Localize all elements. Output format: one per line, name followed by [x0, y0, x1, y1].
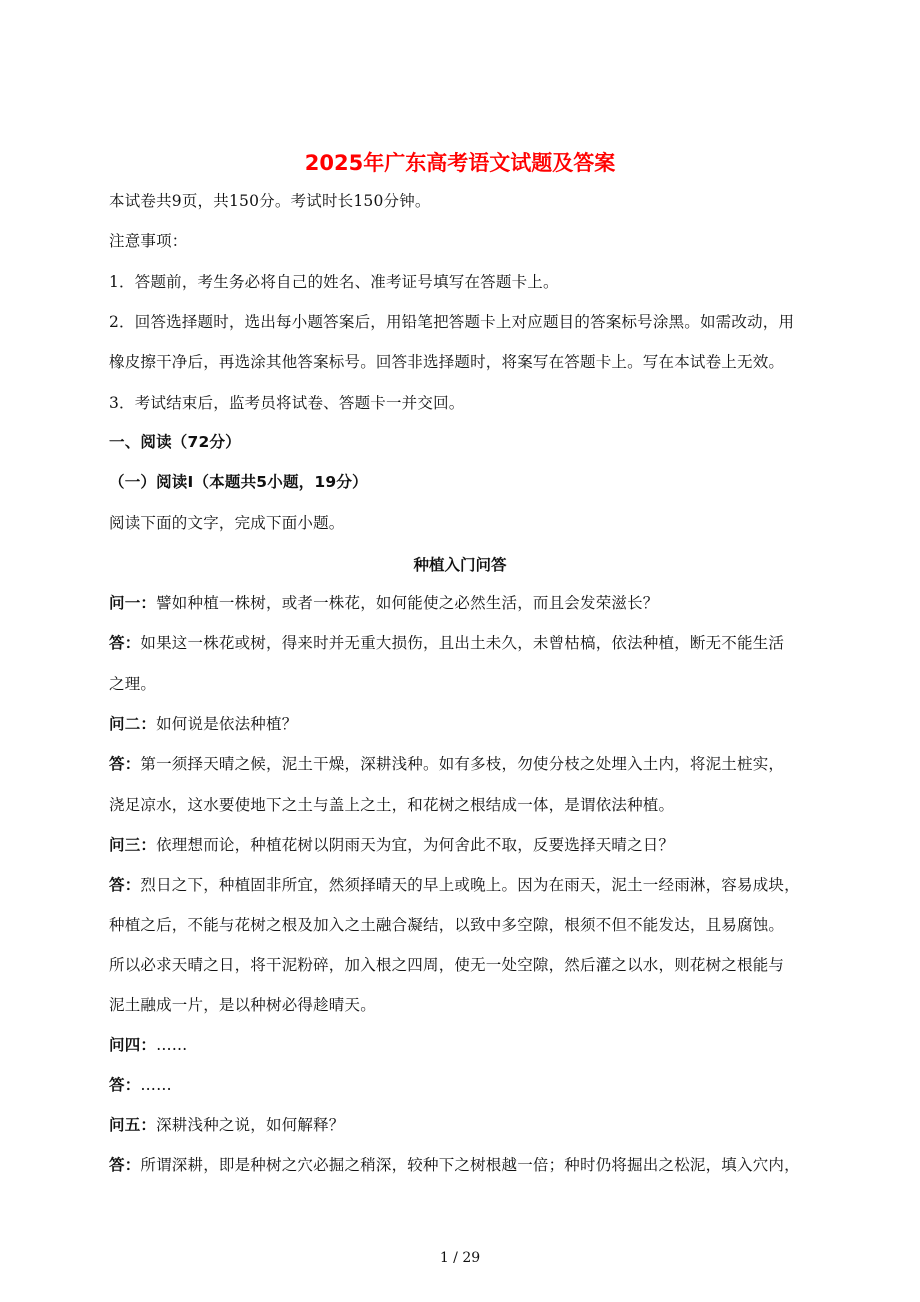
question-label: 问三： — [109, 836, 157, 854]
answer-text: 所谓深耕，即是种树之穴必掘之稍深，较种下之树根越一倍；种时仍将掘出之松泥，填入穴内， — [140, 1156, 800, 1174]
question-2 — [109, 714, 297, 734]
answer-text: 如果这一株花或树，得来时并无重大损伤，且出土未久，未曾枯槁，依法种植，断无不能生活 — [140, 634, 785, 652]
reading-instruction: 阅读下面的文字，完成下面小题。 — [109, 514, 345, 532]
notice-item-3: 3．考试结束后，监考员将试卷、答题卡一并交回。 — [109, 394, 465, 412]
answer-label: 答： — [109, 755, 141, 773]
question-4 — [109, 1035, 188, 1055]
question-label: 问四： — [109, 1036, 157, 1054]
answer-label: 答： — [109, 634, 141, 652]
answer-3-line-4: 泥土融成一片，是以种树必得趁晴天。 — [109, 996, 376, 1014]
intro-text: 本试卷共9页，共150分。考试时长150分钟。 — [109, 192, 431, 210]
question-text: 如何说是依法种植？ — [156, 715, 298, 733]
question-text: …… — [156, 1036, 188, 1054]
question-text: 譬如种植一株树，或者一株花，如何能使之必然生活，而且会发荣滋长？ — [156, 594, 659, 612]
subsection-heading: （一）阅读Ⅰ（本题共5小题，19分） — [109, 473, 368, 491]
answer-text: 第一须择天晴之候，泥土干燥，深耕浅种。如有多枝，勿使分枝之处埋入土内，将泥土桩实， — [140, 755, 785, 773]
answer-label: 答： — [109, 1156, 141, 1174]
notice-heading: 注意事项： — [109, 232, 188, 250]
answer-2-line-1 — [109, 754, 784, 774]
notice-item-2-line-2: 橡皮擦干净后，再选涂其他答案标号。回答非选择题时，将案写在答题卡上。写在本试卷上无效。 — [109, 353, 785, 371]
answer-3-line-2: 种植之后，不能与花树之根及加入之土融合凝结，以致中多空隙，根须不但不能发达，且易腐蚀。 — [109, 916, 785, 934]
answer-3-line-3: 所以必求天晴之日，将干泥粉碎，加入根之四周，使无一处空隙，然后灌之以水，则花树之根能与 — [109, 956, 785, 974]
page-number: 1 / 29 — [439, 1250, 481, 1266]
question-1 — [109, 593, 659, 613]
answer-label: 答： — [109, 876, 141, 894]
answer-1-line-1 — [109, 633, 784, 653]
answer-3-line-1 — [109, 875, 800, 895]
question-text: 深耕浅种之说，如何解释？ — [156, 1116, 345, 1134]
question-text: 依理想而论，种植花树以阴雨天为宜，为何舍此不取，反要选择天晴之日？ — [156, 836, 675, 854]
answer-2-line-2: 浇足凉水，这水要使地下之土与盖上之土，和花树之根结成一体，是谓依法种植。 — [109, 796, 675, 814]
question-label: 问二： — [109, 715, 157, 733]
answer-1-line-2: 之理。 — [109, 675, 157, 693]
question-3 — [109, 835, 674, 855]
section-heading: 一、阅读（72分） — [109, 433, 241, 451]
article-title: 种植入门问答 — [413, 556, 507, 574]
question-5 — [109, 1115, 345, 1135]
answer-text: …… — [140, 1076, 172, 1094]
question-label: 问一： — [109, 594, 157, 612]
answer-5-line-1 — [109, 1155, 800, 1175]
question-label: 问五： — [109, 1116, 157, 1134]
notice-item-1: 1．答题前，考生务必将自己的姓名、准考证号填写在答题卡上。 — [109, 273, 559, 291]
notice-item-2-line-1: 2．回答选择题时，选出每小题答案后，用铅笔把答题卡上对应题目的答案标号涂黑。如需改动，用 — [109, 313, 795, 331]
answer-text: 烈日之下，种植固非所宜，然须择晴天的早上或晚上。因为在雨天，泥土一经雨淋，容易成块， — [140, 876, 800, 894]
document-title: 2025年广东高考语文试题及答案 — [304, 151, 616, 175]
answer-4 — [109, 1075, 172, 1095]
answer-label: 答： — [109, 1076, 141, 1094]
